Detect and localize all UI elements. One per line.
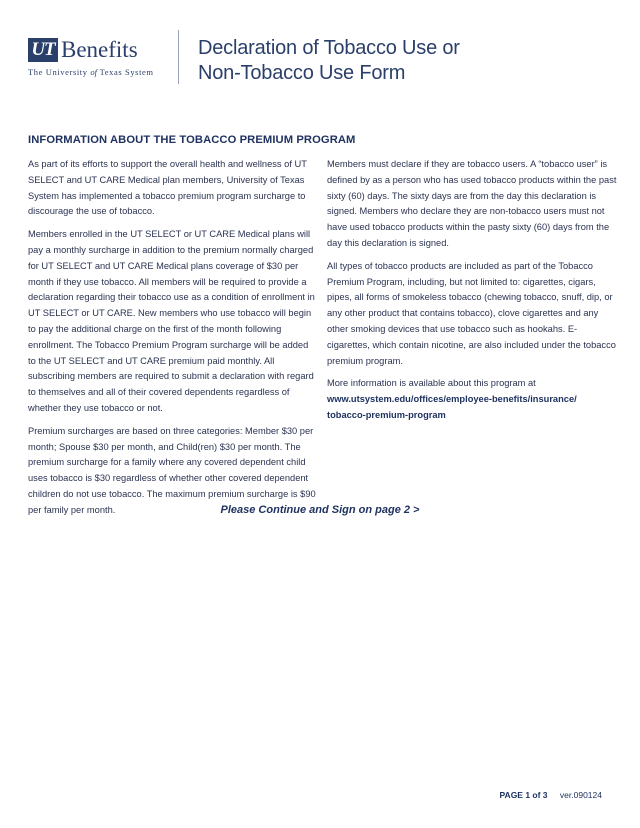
page-title-line2: Non-Tobacco Use Form — [198, 62, 406, 84]
page-footer — [500, 790, 602, 800]
section-heading: INFORMATION ABOUT THE TOBACCO PREMIUM PROGRAM — [28, 134, 356, 146]
left-paragraph-2: Members enrolled in the UT SELECT or UT CARE Medical plans will pay a monthly surcharge in addition to the premium normally charged for UT SELECT and UT CARE Medical plans coverage of $30 per month if they use tobacco. All members will be required to provide a declaration regarding their tobacco use as a condition of enrollment in UT SELECT or UT CARE. New members who use tobacco will begin to pay the additional charge on the first of the month following enrollment. The Tobacco Premium Program surcharge will be added to the UT SELECT and UT CARE premium paid monthly. All subscribing members are required to submit a declaration with regard to themselves and all of their covered dependents regardless of whether they use tobacco or not. — [28, 229, 315, 413]
page-title-line1: Declaration of Tobacco Use or — [198, 37, 460, 59]
version-label: ver.090124 — [559, 790, 602, 800]
right-column — [327, 157, 619, 431]
program-link-line1[interactable]: www.utsystem.edu/offices/employee-benefits/insurance/ — [327, 394, 577, 405]
ut-benefits-logo — [28, 38, 168, 86]
logo-subtitle — [28, 67, 154, 77]
right-paragraph-1: Members must declare if they are tobacco users. A “tobacco user” is defined by as a person who has used tobacco products within the past sixty (60) days. The sixty days are from the day this declaration is signed. Members who declare they are non-tobacco users must not have used tobacco products within the pasty sixty (60) days from the day this declaration is signed. — [327, 159, 617, 248]
right-paragraph-3 — [327, 376, 619, 423]
logo-sub-of: of — [90, 67, 97, 77]
more-info-text: More information is available about this program at — [327, 378, 536, 389]
program-link[interactable] — [327, 392, 619, 424]
page-title — [198, 36, 460, 86]
logo-sub-part2: Texas System — [99, 67, 154, 77]
left-column — [28, 157, 318, 526]
header-divider — [178, 30, 179, 84]
logo-sub-part1: The University — [28, 67, 88, 77]
right-paragraph-2: All types of tobacco products are included as part of the Tobacco Premium Program, including, but not limited to: cigarettes, cigars, pipes, all forms of smokeless tobacco (chewing tobacco, snuff, dip, or any other product that contains tobacco), clove cigarettes and any other smoking devices that use tobacco such as hookahs. E-cigarettes, which contain nicotine, are also included under the tobacco premium program. — [327, 260, 616, 366]
logo-mark — [28, 38, 138, 62]
program-link-line2[interactable]: tobacco-premium-program — [327, 409, 446, 420]
logo-ut-box: UT — [28, 38, 58, 62]
left-paragraph-3: Premium surcharges are based on three categories: Member $30 per month; Spouse $30 per month, and Child(ren) $30 per month. The premium surcharge for a family where any covered dependent child uses tobacco is $30 regardless of whether other covered dependent children do not use tobacco. The maximum premium surcharge is $90 per family per month. — [28, 425, 316, 515]
page-number: PAGE 1 of 3 — [499, 790, 548, 800]
left-paragraph-1: As part of its efforts to support the overall health and wellness of UT SELECT and UT CARE Medical plan members, University of Texas System has implemented a tobacco premium program surcharge to discourage the use of tobacco. — [28, 159, 307, 217]
logo-benefits-word: Benefits — [61, 37, 138, 62]
continue-sign-notice: Please Continue and Sign on page 2 > — [220, 504, 420, 516]
